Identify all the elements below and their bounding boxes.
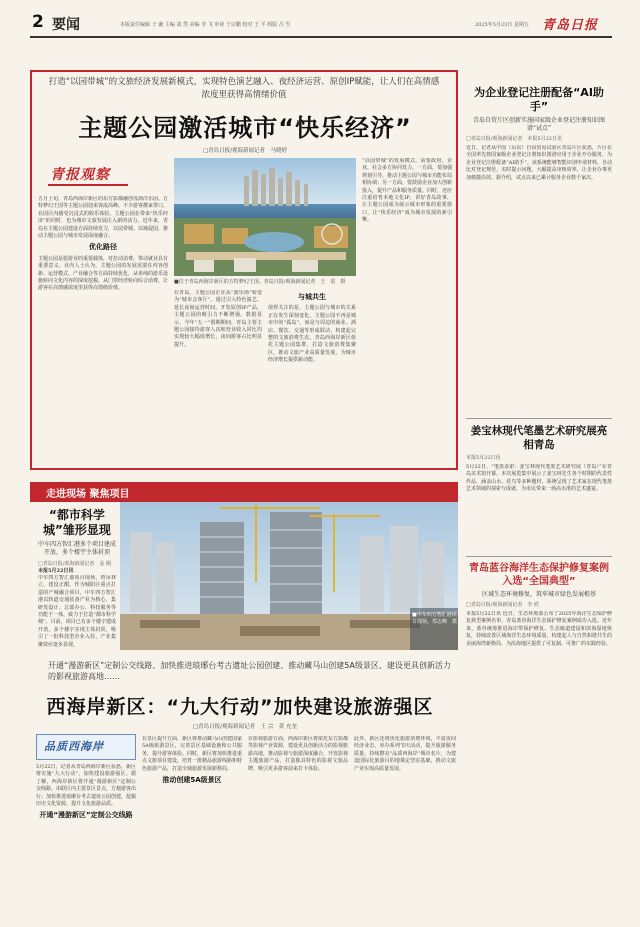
section-banner-title: 走进现场 聚焦项目 [46, 489, 130, 500]
theme-park-photo [174, 158, 356, 276]
page-number: 2 [32, 12, 44, 32]
construction-site-photo-image [120, 502, 458, 650]
news-brief-byline-1: □青岛日报/观海新闻记者 本报5月22日讯 [466, 136, 562, 142]
column-divider [466, 418, 612, 419]
mid-story-subhead: 中车四方智汇港多个项目建成开放，多个楼宇主体封顶 [38, 541, 117, 556]
news-brief-headline-3: 青岛蓝谷海洋生态保护修复案例入选“全国典型” [469, 563, 609, 587]
bottom-story-deck: 开通“漫游新区”定制公交线路、加快推进琅琊台考古遗址公园创建、推动藏马山创建5A级景区、建设更具创新活力的影视旅游高地…… [48, 661, 451, 681]
news-brief-paragraph: 5月22日，“笔墨求索：姜宝林现代笔墨艺术研究展（青岛）”在青岛美术馆开幕。本次展览集中展示了姜宝林先生各个时期的代表性作品，涵盖山水、花鸟等多种题材，系统呈现了艺术家在现代笔墨艺术领域的探索与成就，为市民带来一场高水准的艺术盛宴。 [466, 464, 612, 493]
main-story-subhead-2: 与城共生 [298, 293, 326, 301]
main-story-paragraph: 主题公园是旅游业的重要载体，对拉动消费、带动就业具有重要意义。业内人士认为，主题公园的发展需要在内容创新、运营模式、产业融合等方面持续优化，从单纯的游乐设施转向文化内容的深度挖掘，从门票经济转向综合消费，让游客在高情感浓度里获得高情绪价值。 [38, 255, 168, 292]
editors-line: 本版责任编辑 于 谦 主编 刘 岱 美编 李 飞 审读 于宗鹏 校对 王 平 组版 吕 雪 [120, 22, 291, 28]
mid-story-headline: “都市科学城”雏形显现 [43, 508, 111, 537]
main-story-paragraph: “以园带城”的发展模式，需要政府、企业、社会多方协同发力。一方面，要加强规划引导，推动主题公园与城市功能布局相协调；另一方面，要鼓励企业加大创新投入，提升产品和服务质量。同时，还应注重培育本地文化IP，讲好青岛故事，让主题公园成为展示城市形象的重要窗口，让“快乐经济”成为城市发展的新引擎。 [362, 158, 452, 224]
theme-park-photo-image [174, 158, 356, 276]
newspaper-logo: 青岛日报 [542, 18, 599, 33]
bottom-story-paragraph: 在景区提升方面，新区将推动藏马山创建国家5A级旅游景区，完善景区基础设施和公共服务，提升游客体验。同时，新区将加快推进重点文旅项目建设，培育一批精品旅游线路和特色旅游产品，打造全域旅游发展新格局。 [142, 736, 242, 772]
issue-date: 2025年5月23日 星期五 [475, 22, 529, 28]
main-story-column-3 [268, 290, 356, 464]
section-title: 要闻 [52, 17, 80, 33]
news-brief-2 [466, 424, 612, 554]
column-tag-underline [48, 184, 128, 186]
main-story-byline: □青岛日报/观海新闻记者 马晓婷 [202, 148, 288, 154]
bottom-story-subhead-2: 推动创建5A级景区 [162, 776, 222, 785]
main-story-headline: 主题公园激活城市“快乐经济” [78, 114, 412, 142]
main-story-paragraph: 五月上旬，青岛西海岸新区的东方影都融创茂海洋乐园、方特梦幻王国等主题公园迎来客流高峰。不少游客携家带口，在园区内感受沉浸式的娱乐体验。主题公园在带来“快乐经济”的同时，也为城市文旅发展注入新的活力。近年来，青岛在主题公园建设方面持续发力，以园带城、以城促园，推动主题公园与城市发展深度融合。 [38, 196, 168, 240]
bottom-story-paragraph: 5月22日，记者从青岛西海岸新区获悉，新区将实施“九大行动”，加快建设旅游强区。据了解，西海岸新区将开通“漫游新区”定制公交线路，串联区内主要景区景点，方便游客出行；加快推进琅琊台考古遗址公园创建，挖掘历史文化资源，提升文化旅游品质。 [36, 764, 136, 808]
mid-story-text [38, 508, 116, 671]
news-brief-paragraph: 本报5月22日讯 近日，生态环境部公布了2025年海洋生态保护修复典型案例名单，青岛蓝谷海洋生态保护修复案例成功入选。近年来，蓝谷统筹推进海岸带保护修复、生态廊道建设和滨海湿地恢复，持续改善区域海洋生态环境质量，构建起人与自然和谐共生的美丽海湾新格局，为沿海地区提供了可复制、可推广的实践经验。 [466, 611, 612, 647]
bottom-story-column-2 [142, 736, 242, 920]
column-tag-badge [40, 160, 130, 194]
page-header [30, 12, 612, 38]
bottom-story-column-1 [36, 764, 136, 920]
bottom-story-paragraph: 在影视旅游方面，西海岸新区将依托东方影都等影视产业资源，建设更具创新活力的影视旅游高地，推动影视与旅游深度融合，开发影视主题旅游产品，打造独具特色的影视文旅品牌，吸引更多游客前来打卡体验。 [248, 736, 348, 772]
mid-story-byline: □青岛日报/观海新闻记者 金 刚 [38, 561, 111, 567]
news-brief-body-2 [466, 464, 612, 554]
news-brief-3 [466, 562, 612, 911]
column-tag-label: 品质西海岸 [44, 740, 104, 753]
bottom-story-paragraph: 此外，新区还将优化旅游消费环境，丰富夜间经济业态，举办系列节庆活动，提升旅游服务质量，持续擦亮“品质西海岸”城市名片，为建设国际化旅游目的地奠定坚实基础，推动文旅产业实现高质量发展。 [354, 736, 456, 772]
bottom-story-headline: 西海岸新区：“九大行动”加快建设旅游强区 [46, 696, 434, 718]
bottom-story-column-3 [248, 736, 348, 920]
bottom-story-column-4 [354, 736, 456, 920]
main-story-deck: 打造“以园带城”的文旅经济发展新模式，实现特色演艺融入、夜经济运营、原创IP赋能，让人们在高情感浓度里获得高情绪价值 [48, 77, 440, 100]
mid-story-body [38, 575, 116, 671]
main-story-column-2 [174, 290, 262, 464]
column-tag-label: 青报观察 [50, 167, 110, 183]
news-brief-body-1 [466, 145, 612, 395]
news-brief-body-3 [466, 611, 612, 911]
main-story-column-4 [362, 158, 452, 464]
news-brief-headline-2: 姜宝林现代笔墨艺术研究展亮相青岛 [470, 425, 608, 451]
news-brief-headline-1: 为企业登记注册配备“AI助手” [474, 86, 604, 113]
news-brief-subhead-3: 区域生态环境修复，筑牢城市绿色发展根基 [481, 591, 596, 598]
news-brief-subhead-1: 青岛自贸片区创新实施国家级企业登记注册知识图谱“试点” [472, 117, 605, 132]
main-story-paragraph: 在青岛，主题公园正在从“游乐场”转变为“城市会客厅”。通过引入特色演艺、延长夜间运营时间、开发原创IP产品，主题公园的吸引力不断增强。数据显示，今年“五一”假期期间，青岛主要主题公园接待游客人次和营业收入同比均实现较大幅度增长，夜间游客占比明显提升。 [174, 290, 262, 348]
news-brief-byline-2: 本报5月22日讯 [466, 455, 501, 461]
bottom-story-byline: □青岛日报/观海新闻记者 王 宗 黄 允奎 [192, 724, 298, 730]
theme-park-photo-caption: ■位于青岛西海岸新区的方特梦幻王国。青岛日报/观海新闻记者 王 雷 摄 [174, 279, 346, 285]
main-story-paragraph: 值得关注的是，主题公园与城市的关系正在发生深刻变化。主题公园不再是城市中的“孤岛”，而是与周边的商业、酒店、餐饮、交通等形成联动，构建起完整的文旅消费生态。青岛西海岸新区依托主题公园集群，打造文旅消费集聚区，推动文旅产业高质量发展，为城市经济增长提供新动能。 [268, 305, 356, 364]
mid-story-paragraph: 中车四方智汇港项目现场，塔吊林立，建设正酣。作为城阳区重点打造的产城融合项目，中车四方智汇港以轨道交通装备产业为核心，集研发设计、总部办公、科技服务等功能于一体，致力于打造“都市科学城”。目前，项目已有多个楼宇建成开放，多个楼宇实现主体封顶，吸引了一批科技型企业入驻，产业集聚效应逐步显现。 [38, 575, 116, 648]
main-story-column-1 [38, 196, 168, 464]
mid-story-dateline: 本报5月22日讯 [38, 568, 74, 574]
news-brief-byline-3: □青岛日报/观海新闻记者 李 欣 [466, 602, 539, 608]
news-brief-paragraph: 近日，记者从中国（山东）自由贸易试验区青岛片区获悉，片区在全国率先将国家级企业登记注册知识图谱应用于企业开办服务，为企业登记注册配备“AI助手”。该系统能够智能识别申请材料，自动比对登记规范，实时提示问题，大幅提高审核效率，让企业办事更加便捷高效。据介绍，试点以来已累计服务企业数千家次。 [466, 145, 612, 181]
construction-photo-caption: ■中车四方智汇港项目现场。郑志峰 摄 [412, 612, 458, 625]
main-story-subhead-1: 优化路径 [89, 243, 117, 252]
column-divider [466, 556, 612, 557]
right-news-column [466, 86, 612, 395]
construction-site-photo [120, 502, 458, 650]
bottom-story-subhead-1: 开通“漫游新区”定制公交线路 [39, 811, 133, 820]
